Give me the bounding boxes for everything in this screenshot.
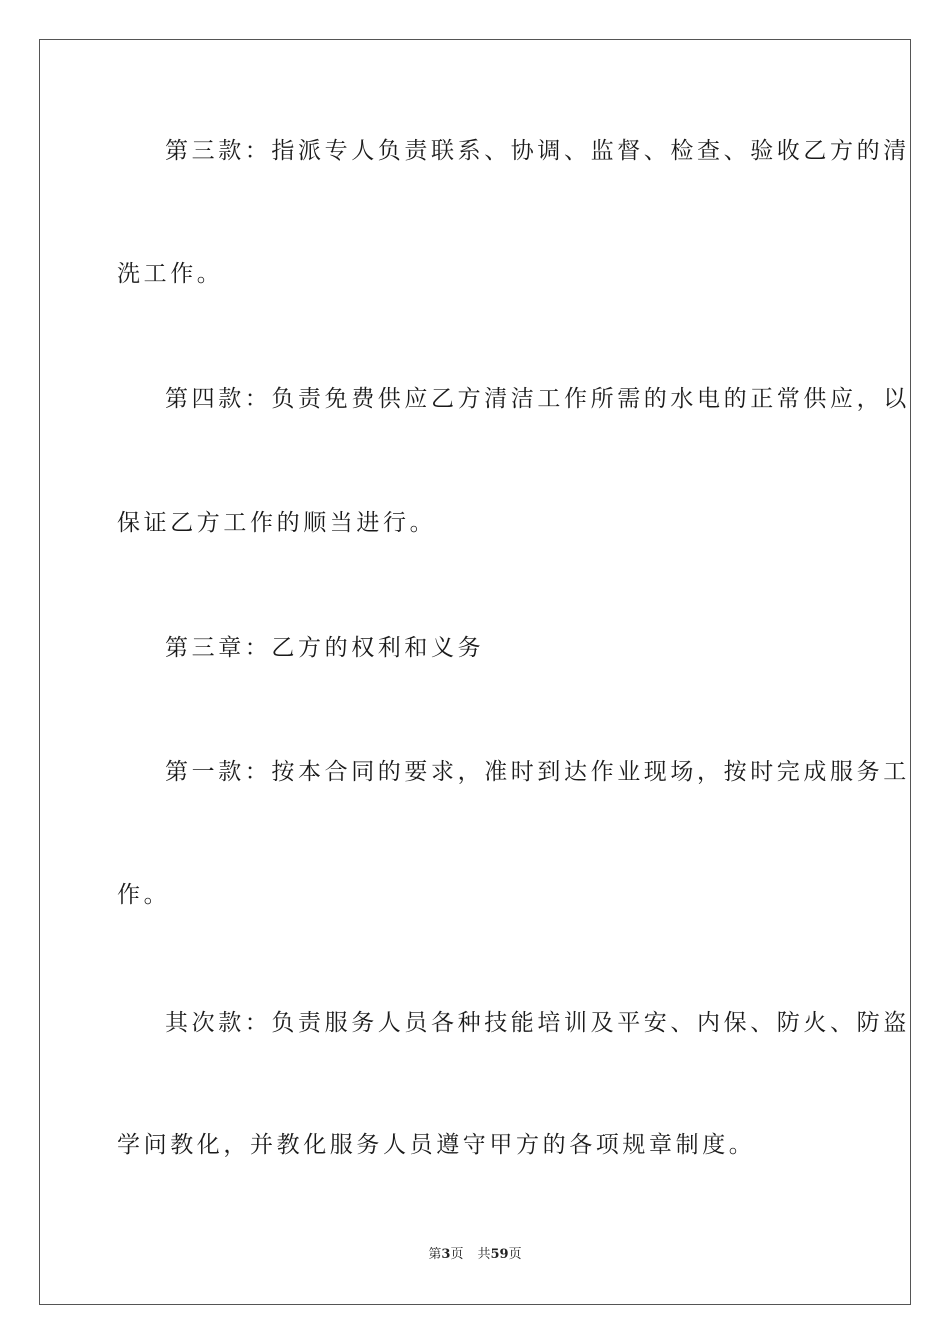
- paragraph-line: 作。: [117, 882, 171, 908]
- paragraph-line: 其次款：负责服务人员各种技能培训及平安、内保、防火、防盗: [165, 1010, 910, 1036]
- chapter-heading: 第三章：乙方的权利和义务: [165, 635, 485, 661]
- total-label-suffix: 页: [508, 1247, 522, 1262]
- page-footer: [0, 1246, 950, 1264]
- total-label-prefix: 共: [477, 1247, 491, 1262]
- paragraph-line: 第三款：指派专人负责联系、协调、监督、检查、验收乙方的清: [165, 138, 910, 164]
- paragraph-line: 第四款：负责免费供应乙方清洁工作所需的水电的正常供应，以: [165, 386, 910, 412]
- page-label-suffix: 页: [450, 1247, 464, 1262]
- paragraph-line: 保证乙方工作的顺当进行。: [117, 510, 437, 536]
- paragraph-line: 洗工作。: [117, 261, 224, 287]
- paragraph-line: 学问教化，并教化服务人员遵守甲方的各项规章制度。: [117, 1132, 756, 1158]
- paragraph-line: 第一款：按本合同的要求，准时到达作业现场，按时完成服务工: [165, 759, 910, 785]
- page-label-prefix: 第: [428, 1247, 442, 1262]
- total-page-count: 59: [490, 1247, 509, 1262]
- page-border: [39, 39, 911, 1305]
- current-page-number: 3: [441, 1247, 451, 1262]
